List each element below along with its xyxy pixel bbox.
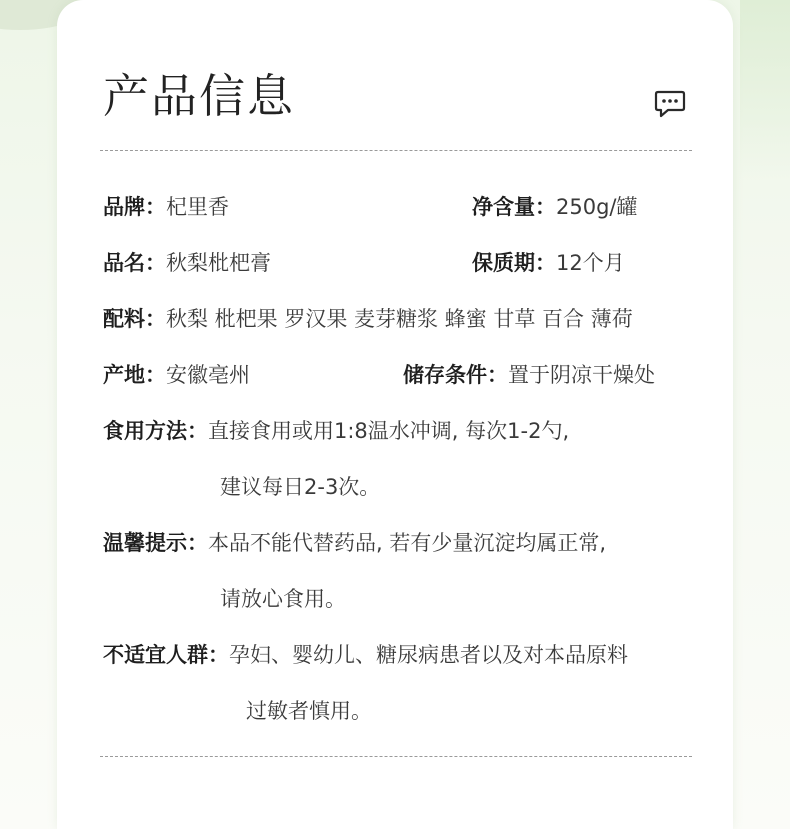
tips-value-line1: 本品不能代替药品, 若有少量沉淀均属正常, (208, 531, 607, 555)
top-divider (100, 150, 692, 151)
usage-label: 食用方法： (103, 419, 208, 443)
storage-label: 储存条件： (403, 363, 508, 387)
net-weight-value: 250g/罐 (556, 195, 638, 219)
unsuitable-value-line1: 孕妇、婴幼儿、糖尿病患者以及对本品原料 (229, 643, 628, 667)
shelf-life-row (472, 248, 625, 278)
origin-value: 安徽亳州 (166, 363, 250, 387)
origin-row (103, 360, 250, 390)
brand-row (103, 192, 229, 222)
tips-value-line2: 请放心食用。 (220, 587, 346, 611)
net-weight-row (472, 192, 638, 222)
shelf-life-label: 保质期： (472, 251, 556, 275)
ingredients-value: 秋梨 枇杷果 罗汉果 麦芽糖浆 蜂蜜 甘草 百合 薄荷 (166, 307, 633, 331)
tips-label: 温馨提示： (103, 531, 208, 555)
product-name-label: 品名： (103, 251, 166, 275)
ingredients-row (103, 304, 633, 334)
ingredients-label: 配料： (103, 307, 166, 331)
brand-value: 杞里香 (166, 195, 229, 219)
net-weight-label: 净含量： (472, 195, 556, 219)
product-name-value: 秋梨枇杷膏 (166, 251, 271, 275)
shelf-life-value: 12个月 (556, 251, 625, 275)
origin-label: 产地： (103, 363, 166, 387)
unsuitable-label: 不适宜人群： (103, 643, 229, 667)
tips-row (103, 528, 606, 558)
page-title: 产品信息 (103, 69, 295, 123)
unsuitable-value-line2: 过敏者慎用。 (246, 699, 372, 723)
bottom-divider (100, 756, 692, 757)
chat-bubble-icon[interactable] (654, 89, 686, 119)
background-shape-right (740, 0, 790, 180)
unsuitable-row (103, 640, 628, 670)
product-info-card (57, 0, 733, 829)
storage-value: 置于阴凉干燥处 (508, 363, 655, 387)
usage-value-line2: 建议每日2-3次。 (220, 475, 381, 499)
storage-row (403, 360, 655, 390)
brand-label: 品牌： (103, 195, 166, 219)
usage-row (103, 416, 569, 446)
product-name-row (103, 248, 271, 278)
usage-value-line1: 直接食用或用1:8温水冲调, 每次1-2勺, (208, 419, 570, 443)
